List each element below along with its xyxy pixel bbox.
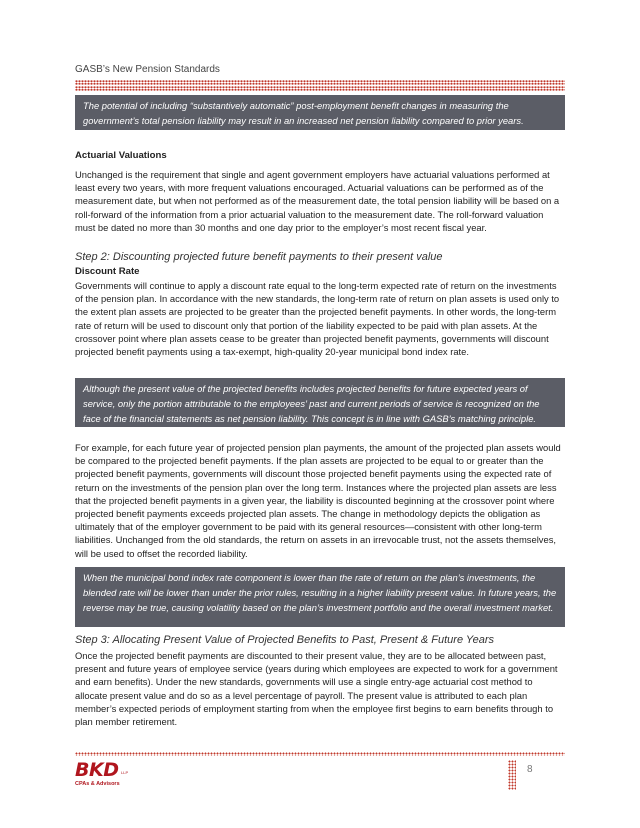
footer-dotted-rule (75, 752, 565, 756)
step-3-heading: Step 3: Allocating Present Value of Projected Benefits to Past, Present & Future Years (75, 634, 495, 646)
bkd-logo (75, 760, 135, 792)
paragraph-discount-rate: Governments will continue to apply a discount rate equal to the long-term expected rate of return on the investments of the pension plan. In accordance with the new standards, the long-term rate of return on plan assets is used only to the extent plan assets are projected to be greater than the projected benefit payments. In other words, the long-term rate of return will be used to discount only that portion of the liability expected to be paid with plan assets. At the crossover point where plan assets cease to be greater than projected benefit payments, governments will discount projected benefit payments using a tax-exempt, high-quality 20-year municipal bond index rate. (75, 280, 560, 358)
callout-box-present-value: Although the present value of the projected benefits includes projected benefits for future expected years of service, only the portion attributable to the employees’ past and current periods of service is recognized on the face of the financial statements as net pension liability. This concept is in line with GASB’s matching principle. (75, 378, 565, 427)
callout-box-bond-index: When the municipal bond index rate component is lower than the rate of return on the plan’s investments, the blended rate will be lower than under the prior rules, resulting in a higher liability present value. In future years, the reverse may be true, causing volatility based on the plan’s investment portfolio and the overall investment market. (75, 567, 565, 627)
logo-llp: LLP (121, 770, 129, 775)
callout-box: The potential of including “substantively automatic” post-employment benefit changes in measuring the government’s total pension liability may result in an increased net pension liability compared to prior years. (75, 95, 565, 130)
footer-dotted-divider (508, 760, 516, 790)
page-number: 8 (527, 764, 533, 775)
section-heading-actuarial: Actuarial Valuations (75, 150, 167, 161)
header-dotted-rule-2 (75, 86, 565, 91)
paragraph-example: For example, for each future year of projected pension plan payments, the amount of the projected plan assets would be compared to the projected benefit payments. If the plan assets are projected to be equal to or greater than the projected benefit payments, governments will discount those projected benefit payments using the expected rate of return on the investments of the pension plan over the long term. Instances where the projected plan assets are less that the projected benefit payments in a given year, the liability is discounted beginning at the crossover point where projected benefit payments exceeds projected plan assets. The change in methodology depicts the obligation as ultimately that of the employer government to be paid with its general resources—consistent with other long-term liabilities. Unchanged from the old standards, the return on assets in an irrevocable trust, not the assets themselves, will be used to offset the recorded liability. (75, 442, 561, 559)
logo-wordmark: BKD (75, 759, 119, 781)
step-2-heading: Step 2: Discounting projected future benefit payments to their present value (75, 251, 443, 263)
discount-rate-heading: Discount Rate (75, 266, 140, 277)
running-header: GASB’s New Pension Standards (75, 64, 220, 75)
paragraph-allocation: Once the projected benefit payments are discounted to their present value, they are to be allocated between past, present and future years of employee service (years during which employees are expected to work for a government and earn benefits). Under the new standards, governments will use a single entry-age actuarial cost method to allocate present value and do so as a level percentage of payroll. The present value is attributed to each plan member’s expected periods of employment starting from when the employee first begins to earn benefits through to plan member retirement. (75, 650, 558, 728)
paragraph-actuarial: Unchanged is the requirement that single and agent government employers have actuarial valuations performed at least every two years, with more frequent valuations encouraged. Actuarial valuations can be performed as of the measurement date, but when not performed as of the measurement date, the total pension liability will be based on a roll-forward of the information from a prior actuarial valuation to the measurement date. The roll-forward valuation must be dated no more than 30 months and one day prior to the employer’s most recent fiscal year. (75, 169, 560, 233)
header-dotted-rule (75, 80, 565, 85)
logo-tagline: CPAs & Advisors (75, 781, 120, 787)
